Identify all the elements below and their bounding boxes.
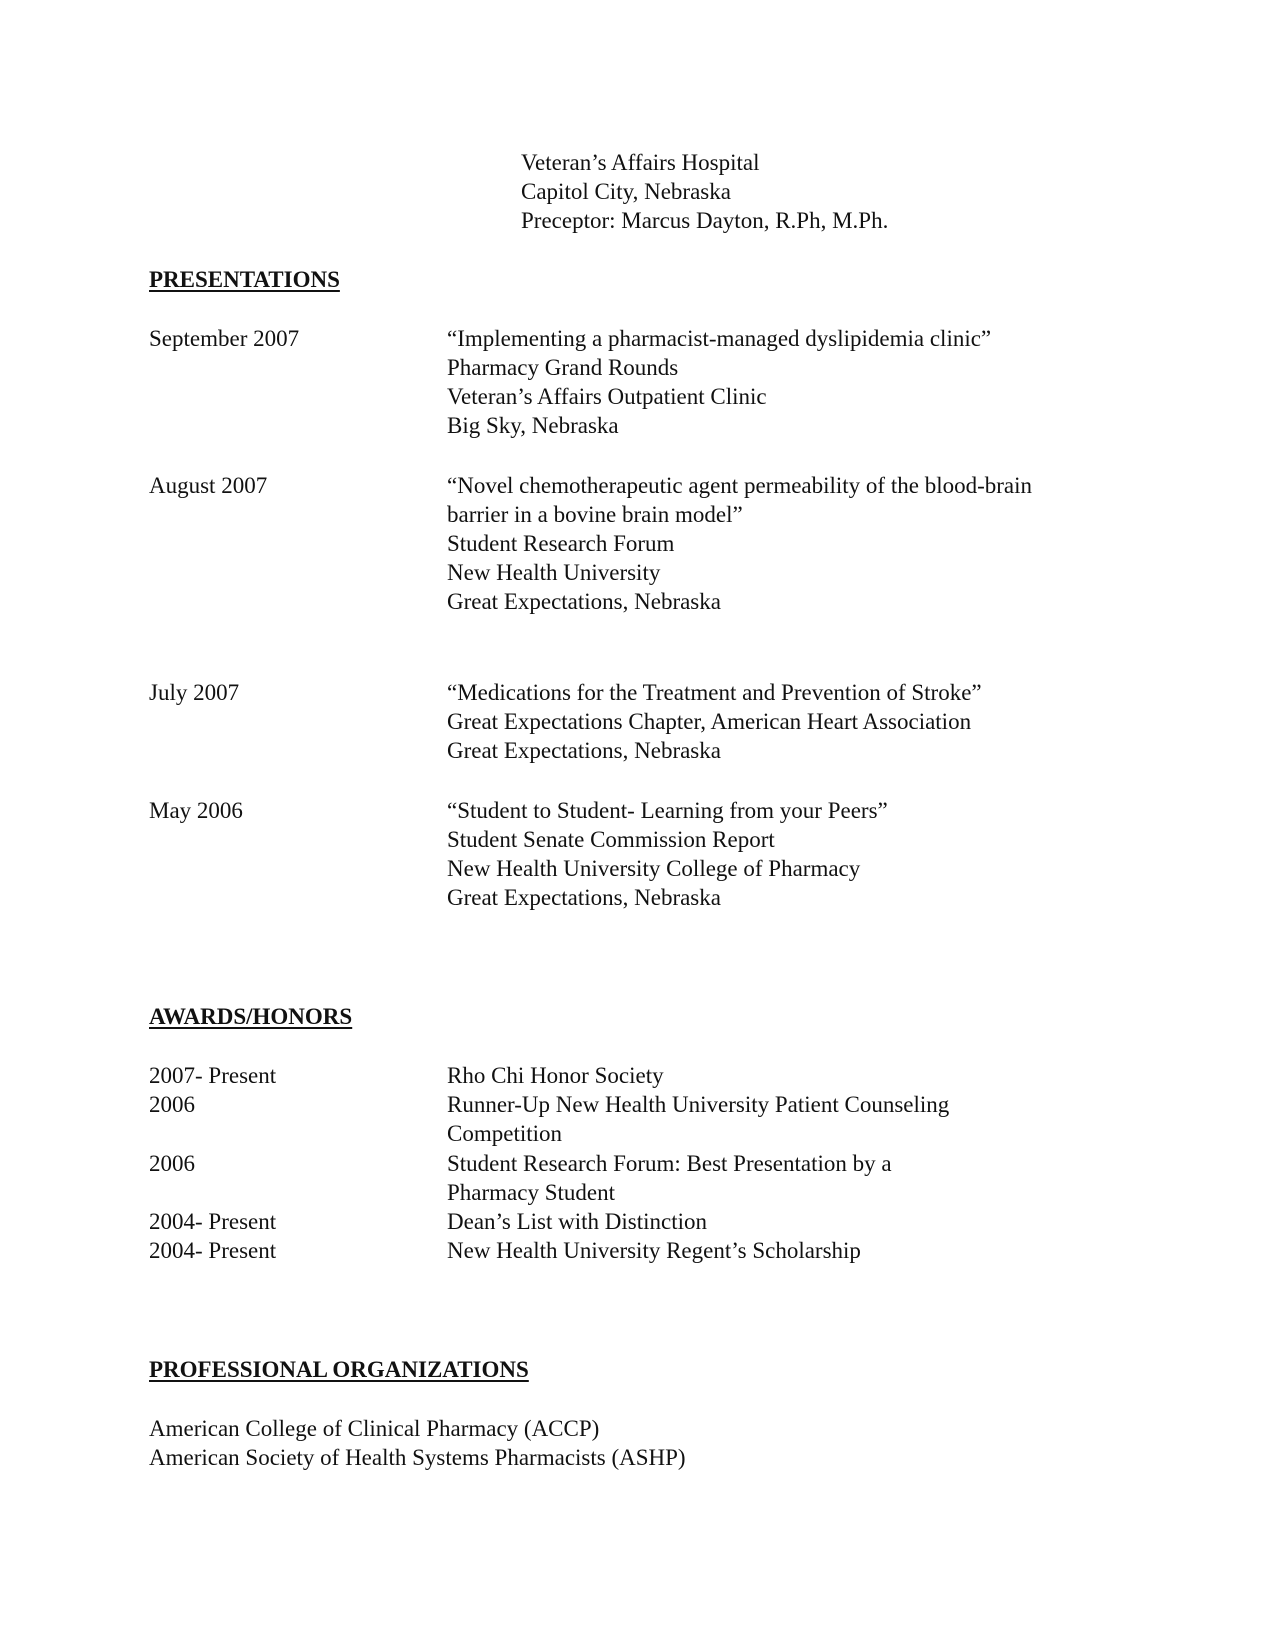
rotation-preceptor: Preceptor: Marcus Dayton, R.Ph, M.Ph. [521,208,889,233]
award-date: 2007- Present [149,1063,277,1088]
presentation-location: Big Sky, Nebraska [447,413,619,438]
presentation-venue: Veteran’s Affairs Outpatient Clinic [447,384,767,409]
presentation-date: May 2006 [149,798,243,823]
presentation-title: “Novel chemotherapeutic agent permeability of the blood-brain [447,473,1032,498]
award-name: Pharmacy Student [447,1180,615,1205]
award-date: 2004- Present [149,1209,277,1234]
presentation-title: “Implementing a pharmacist-managed dyslipidemia clinic” [447,326,992,351]
presentation-venue: Great Expectations Chapter, American Heart Association [447,709,972,734]
presentation-location: Great Expectations, Nebraska [447,738,721,763]
award-name: New Health University Regent’s Scholarship [447,1238,861,1263]
presentation-venue: Student Senate Commission Report [447,827,775,852]
presentations-heading: PRESENTATIONS [149,267,340,292]
award-date: 2006 [149,1092,195,1117]
presentation-venue: New Health University College of Pharmacy [447,856,861,881]
presentation-date: August 2007 [149,473,268,498]
presentation-venue: Student Research Forum [447,531,675,556]
presentation-title: “Medications for the Treatment and Prevention of Stroke” [447,680,982,705]
award-name: Rho Chi Honor Society [447,1063,664,1088]
organizations-heading: PROFESSIONAL ORGANIZATIONS [149,1357,529,1382]
presentation-date: July 2007 [149,680,240,705]
presentation-date: September 2007 [149,326,300,351]
awards-heading: AWARDS/HONORS [149,1004,353,1029]
award-name: Competition [447,1121,562,1146]
presentation-location: Great Expectations, Nebraska [447,885,721,910]
rotation-site: Veteran’s Affairs Hospital [521,150,760,175]
presentation-venue: New Health University [447,560,661,585]
presentation-title: “Student to Student- Learning from your Peers” [447,798,888,823]
presentation-title: barrier in a bovine brain model” [447,502,743,527]
award-name: Runner-Up New Health University Patient Counseling [447,1092,950,1117]
award-date: 2006 [149,1151,195,1176]
organization-item: American College of Clinical Pharmacy (ACCP) [149,1416,600,1441]
award-date: 2004- Present [149,1238,277,1263]
presentation-venue: Pharmacy Grand Rounds [447,355,679,380]
award-name: Student Research Forum: Best Presentation by a [447,1151,892,1176]
award-name: Dean’s List with Distinction [447,1209,708,1234]
rotation-location: Capitol City, Nebraska [521,179,731,204]
presentation-location: Great Expectations, Nebraska [447,589,721,614]
organization-item: American Society of Health Systems Pharmacists (ASHP) [149,1445,686,1470]
